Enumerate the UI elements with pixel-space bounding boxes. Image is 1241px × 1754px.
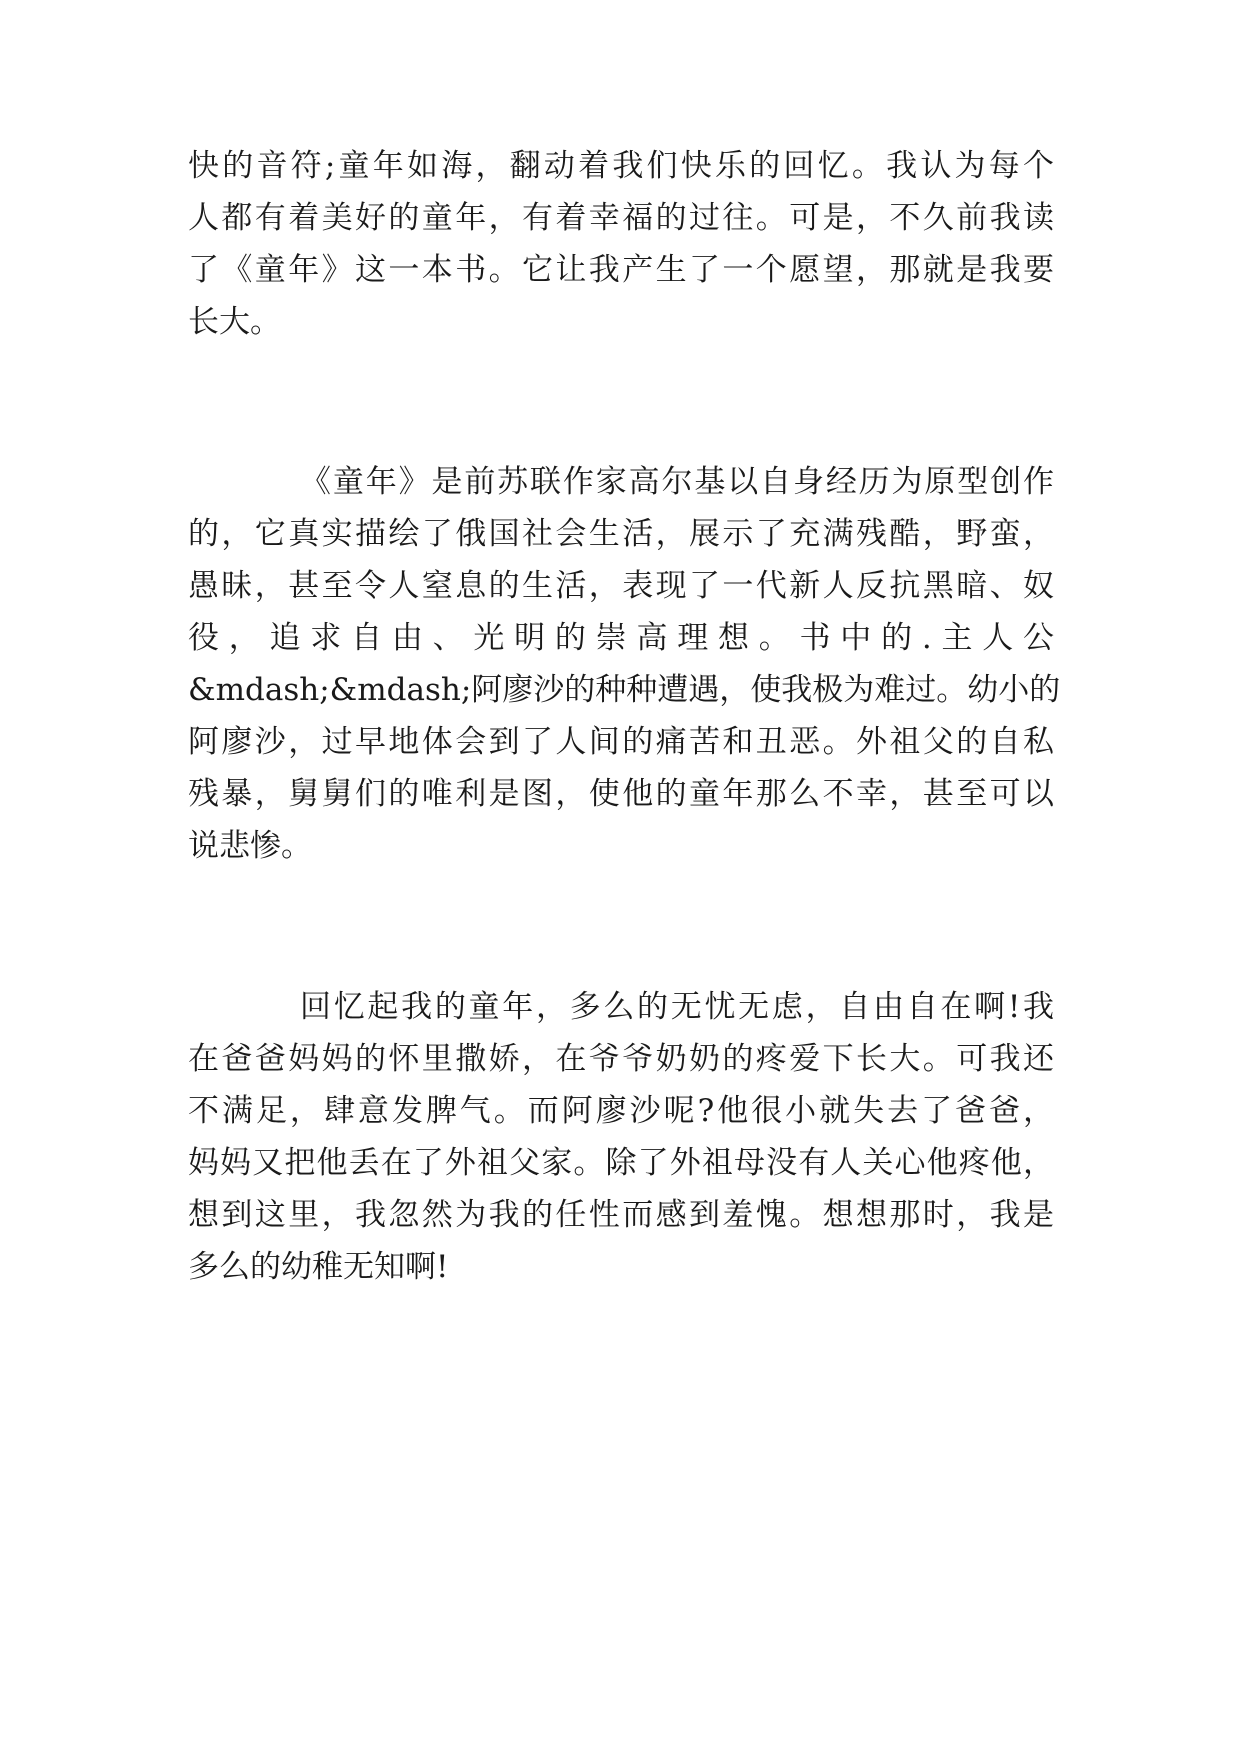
paragraph-2-line-3: 愚昧，甚至令人窒息的生活，表现了一代新人反抗黑暗、奴 [188,568,1054,604]
paragraph-2-line-8: 说悲惨。 [188,828,312,864]
paragraph-2-line-6: 阿廖沙，过早地体会到了人间的痛苦和丑恶。外祖父的自私 [188,724,1054,760]
paragraph-3-line-1: 回忆起我的童年，多么的无忧无虑，自由自在啊!我 [300,989,1054,1025]
paragraph-3-line-4: 妈妈又把他丢在了外祖父家。除了外祖母没有人关心他疼他， [188,1145,1054,1181]
paragraph-2-line-5: &mdash;&mdash;阿廖沙的种种遭遇，使我极为难过。幼小的 [188,672,1061,708]
paragraph-3-line-3: 不满足，肆意发脾气。而阿廖沙呢?他很小就失去了爸爸， [188,1093,1054,1129]
paragraph-1-line-4: 长大。 [188,304,281,340]
paragraph-3-line-5: 想到这里，我忽然为我的任性而感到羞愧。想想那时，我是 [188,1197,1054,1233]
paragraph-2-line-7: 残暴，舅舅们的唯利是图，使他的童年那么不幸，甚至可以 [188,776,1054,812]
paragraph-2-line-4: 役，追求自由、光明的崇高理想。书中的.主人公 [188,620,1054,656]
paragraph-1-line-2: 人都有着美好的童年，有着幸福的过往。可是，不久前我读 [188,200,1054,236]
paragraph-2-line-1: 《童年》是前苏联作家高尔基以自身经历为原型创作 [300,464,1054,500]
paragraph-1-line-3: 了《童年》这一本书。它让我产生了一个愿望，那就是我要 [188,252,1054,288]
paragraph-3-line-2: 在爸爸妈妈的怀里撒娇，在爷爷奶奶的疼爱下长大。可我还 [188,1041,1054,1077]
paragraph-3-line-6: 多么的幼稚无知啊! [188,1249,449,1285]
paragraph-1-line-1: 快的音符;童年如海，翻动着我们快乐的回忆。我认为每个 [188,148,1054,184]
paragraph-2-line-2: 的，它真实描绘了俄国社会生活，展示了充满残酷，野蛮， [188,516,1054,552]
